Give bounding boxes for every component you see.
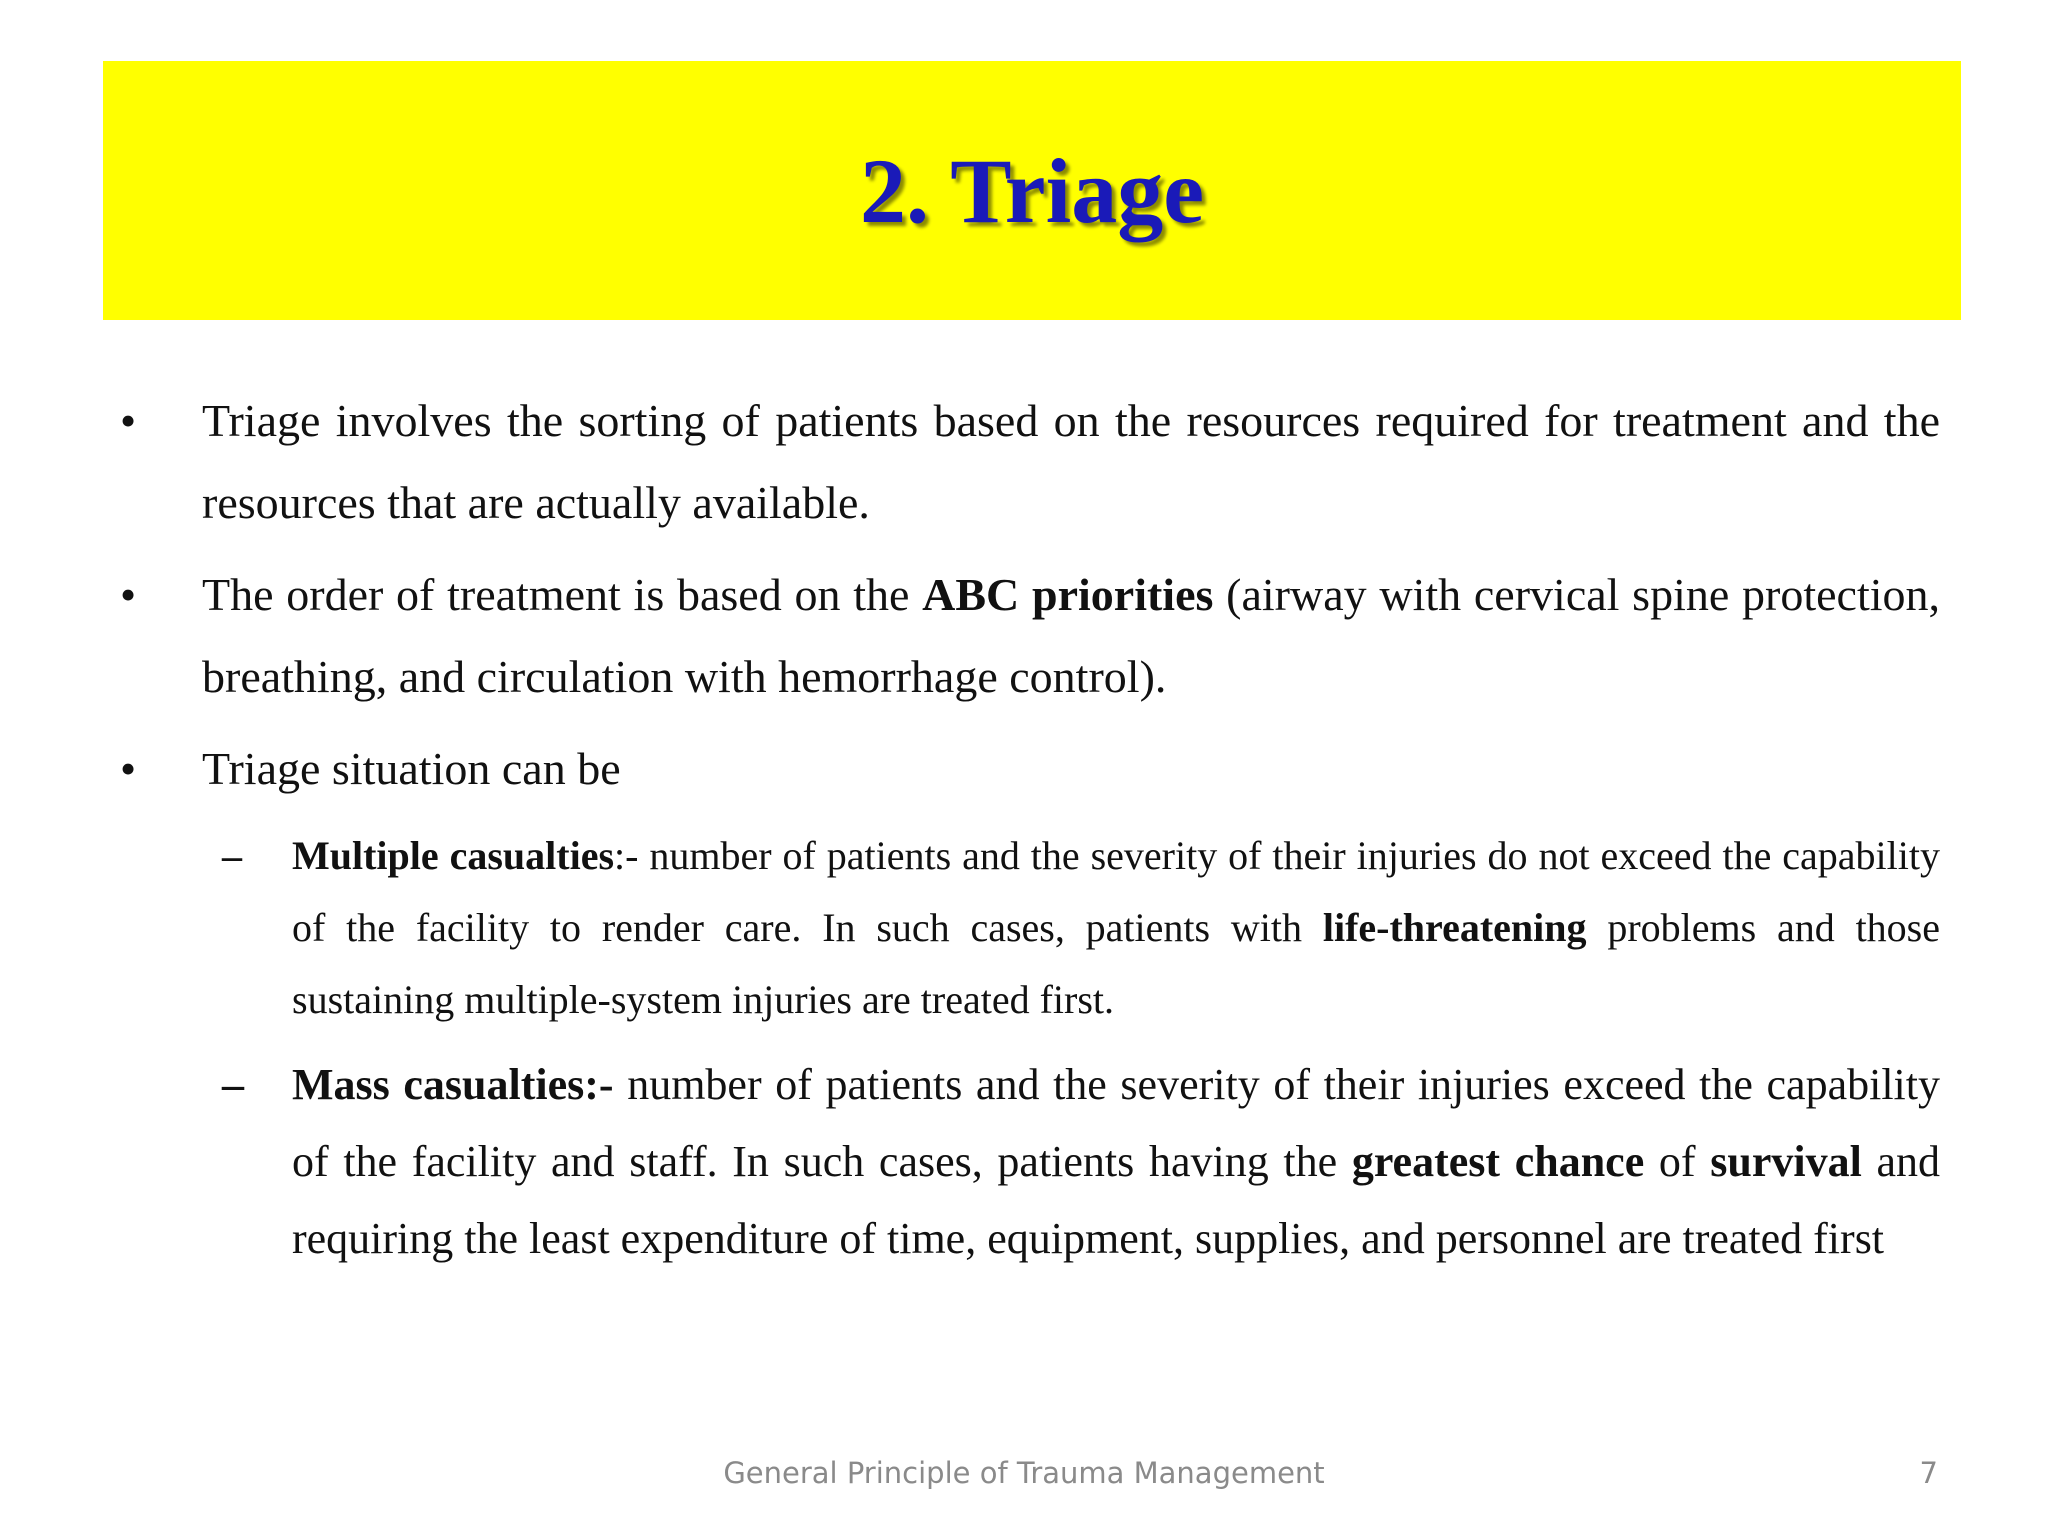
bullet-item-triage-definition xyxy=(120,380,1940,544)
bullet-marker: • xyxy=(120,743,137,794)
sub-item-text: number of patients and the severity of their injuries exceed the capability of the facility and staff. In such cases, patients having the xyxy=(292,1060,1940,1186)
bullet-bold-term: ABC priorities xyxy=(922,569,1214,620)
slide-body xyxy=(120,380,1940,1277)
sub-item-multiple-casualties xyxy=(202,820,1940,1036)
bullet-item-triage-situation xyxy=(120,728,1940,810)
sub-item-term: Mass casualties:- xyxy=(292,1060,614,1109)
bullet-text: Triage involves the sorting of patients based on the resources required for treatment and the resources that are actually available. xyxy=(202,395,1940,528)
dash-marker: – xyxy=(222,833,242,878)
footer-title: General Principle of Trauma Management xyxy=(723,1456,1325,1490)
bullet-marker: • xyxy=(120,569,137,620)
sub-item-mass-casualties xyxy=(202,1046,1940,1277)
sub-item-bold: survival xyxy=(1710,1137,1862,1186)
bullet-text-part: The order of treatment is based on the xyxy=(202,569,923,620)
dash-marker: – xyxy=(222,1060,244,1109)
sub-item-term: Multiple casualties xyxy=(292,833,615,878)
bullet-marker: • xyxy=(120,395,137,446)
bullet-text-part: (airway with cervical spine protection, breathing, and circulation with hemorrhage control). xyxy=(202,569,1941,702)
sub-item-text: :- number of patients and the severity of their injuries do not exceed the capability of the facility to render care. In such cases, patients with xyxy=(292,833,1940,950)
sub-item-text: and requiring the least expenditure of time, equipment, supplies, and personnel are treated first xyxy=(292,1137,1941,1263)
sub-item-bold: life-threatening xyxy=(1322,905,1587,950)
bullet-item-treatment-order xyxy=(120,554,1940,718)
page-number: 7 xyxy=(1919,1456,1938,1490)
bullet-text: Triage situation can be xyxy=(202,743,621,794)
slide-title: 2. Triage xyxy=(859,139,1205,242)
sub-item-bold: greatest chance xyxy=(1351,1137,1645,1186)
title-banner xyxy=(103,61,1961,320)
sub-item-text: of xyxy=(1644,1137,1711,1186)
sub-item-text: problems and those sustaining multiple-system injuries are treated first. xyxy=(292,905,1940,1022)
